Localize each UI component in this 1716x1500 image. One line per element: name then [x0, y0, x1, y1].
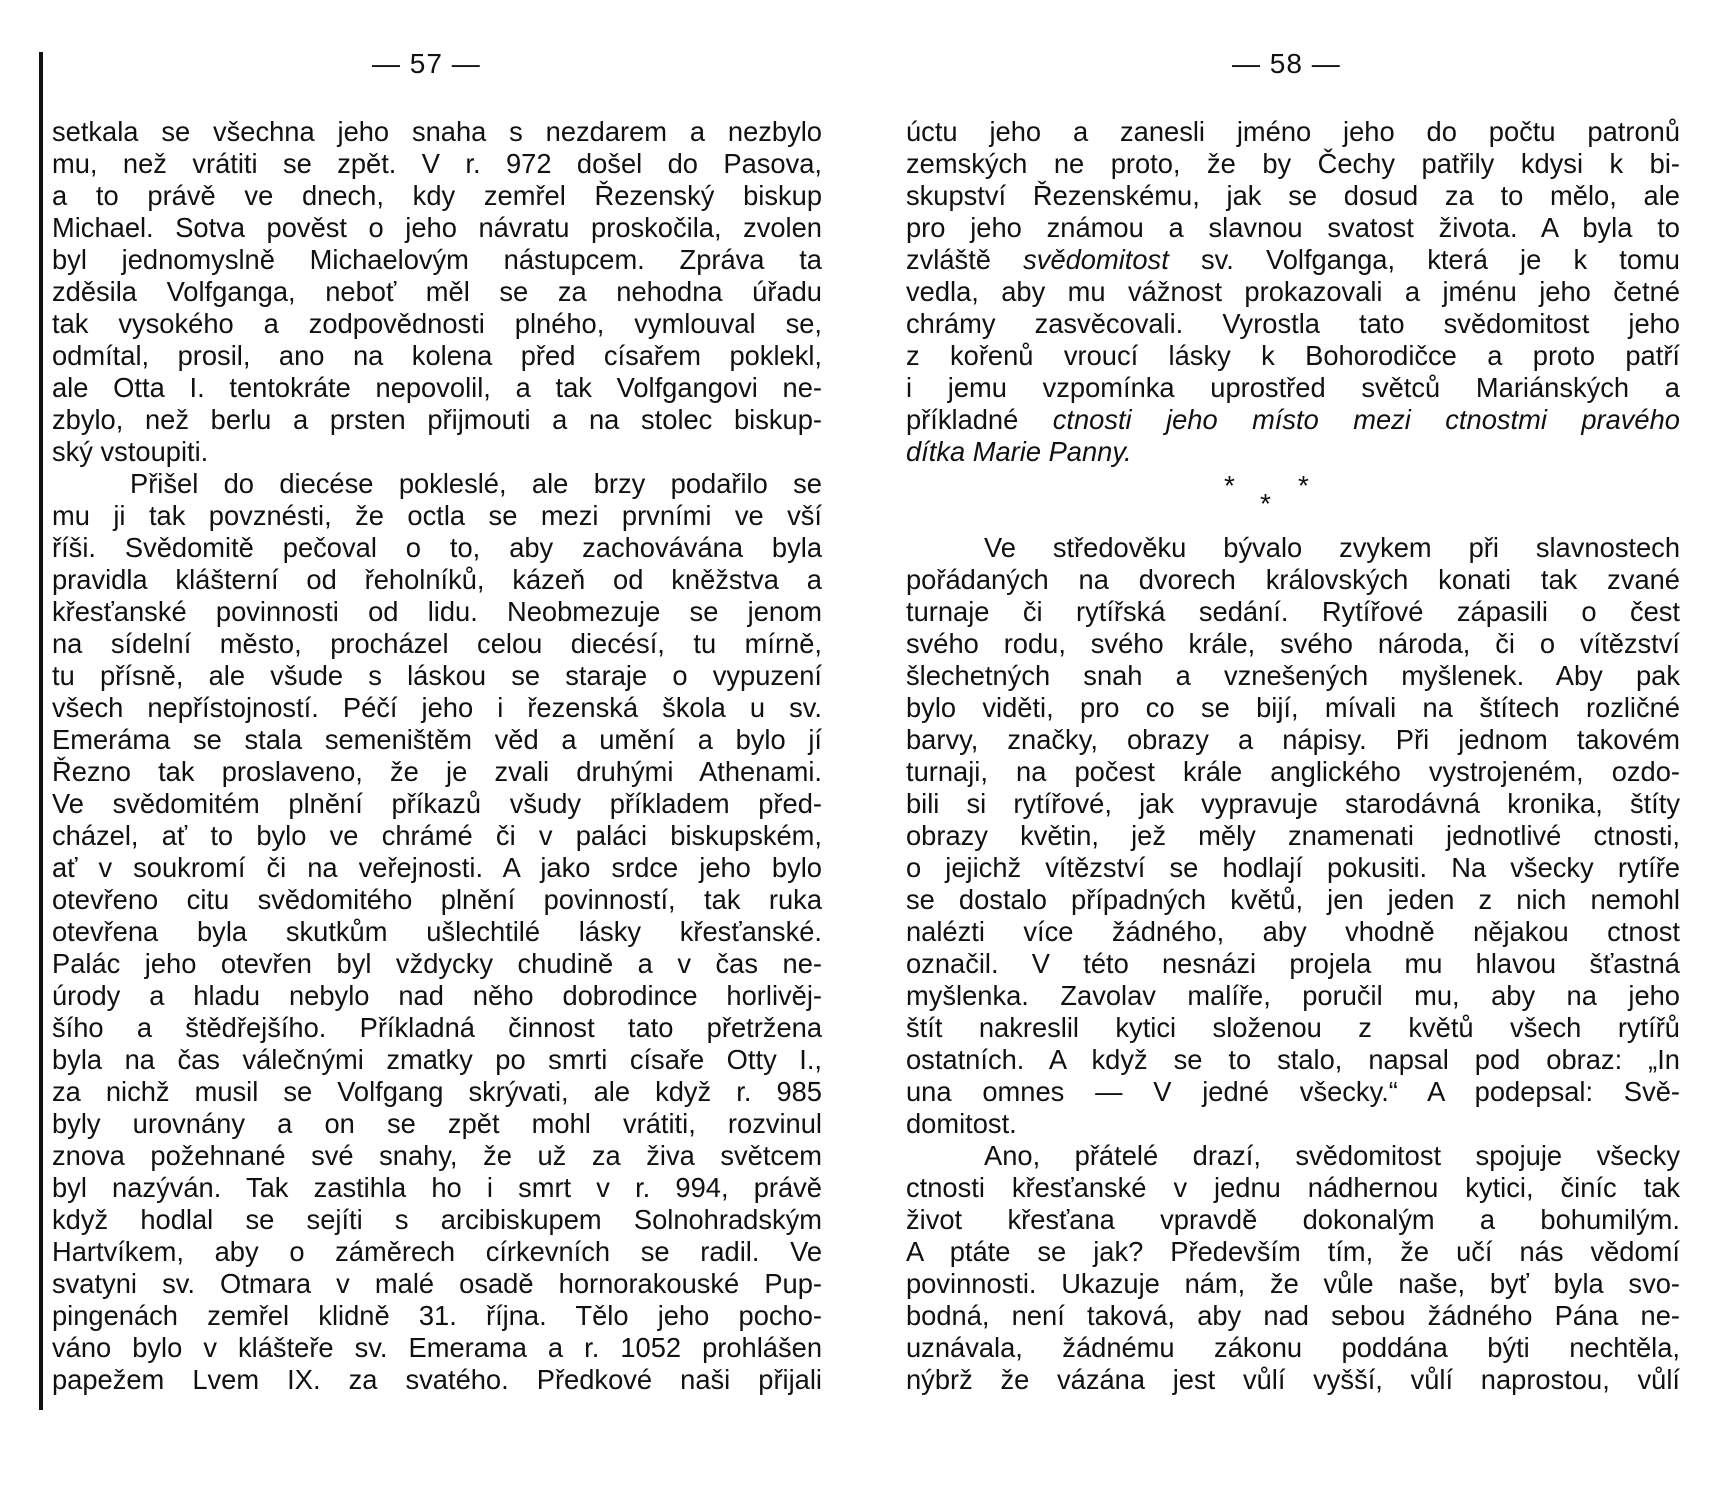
text-line: pingenách zemřel klidně 31. října. Tělo jeho pocho-	[52, 1300, 822, 1331]
text-line: tak vysokého a zodpovědnosti plného, vymlouval se,	[52, 308, 822, 339]
text-line: ostatních. A když se to stalo, napsal pod obraz: „In	[906, 1044, 1680, 1075]
text-line: šlechetných snah a vznešených myšlenek. Aby pak	[906, 660, 1680, 691]
text-line-paragraph-start: Přišel do diecése pokleslé, ale brzy podařilo se	[130, 468, 822, 499]
text-line: ctnosti křesťanské v jednu nádhernou kytici, činíc tak	[906, 1172, 1680, 1203]
text-line: o jejichž vítězství se hodlají pokusiti. Na všecky rytíře	[906, 852, 1680, 883]
text-line: bodná, není taková, aby nad sebou žádného Pána ne-	[906, 1300, 1680, 1331]
text-line-with-italic	[906, 244, 1680, 276]
italic-term-svedomitost: svědomitost	[1023, 244, 1169, 275]
text-line: chrámy zasvěcovali. Vyrostla tato svědomitost jeho	[906, 308, 1680, 339]
text-line: zbylo, než berlu a prsten přijmouti a na stolec biskup-	[52, 404, 822, 435]
page-number-left: — 57 —	[372, 48, 481, 79]
text-line: zděsila Volfganga, neboť měl se za nehodna úřadu	[52, 276, 822, 307]
text-line-paragraph-start: Ve středověku bývalo zvykem při slavnostech	[984, 532, 1680, 563]
text-line: otevřeno citu svědomitého plnění povinností, tak ruka	[52, 884, 822, 915]
left-page-text	[52, 116, 822, 1396]
text-line: ský vstoupiti.	[52, 436, 209, 467]
text-line: byla na čas válečnými zmatky po smrti císaře Otty I.,	[52, 1044, 822, 1075]
text-fragment: zvláště	[906, 244, 1024, 275]
text-line: setkala se všechna jeho snaha s nezdarem a nezbylo	[52, 116, 822, 147]
text-line: nalézti více žádného, aby vhodně nějakou ctnost	[906, 916, 1680, 947]
text-fragment: příkladné	[906, 404, 1053, 435]
text-line: úrody a hladu nebylo nad něho dobrodince horlivěj-	[52, 980, 822, 1011]
asterisk: *	[1260, 488, 1271, 519]
asterisk: *	[1298, 470, 1309, 501]
italic-phrase-end: dítka Marie Panny.	[906, 436, 1132, 467]
text-line: křesťanské povinnosti od lidu. Neobmezuje se jenom	[52, 596, 822, 627]
text-line-with-italic	[906, 404, 1680, 436]
text-line: bili si rytířové, jak vypravuje starodávná kronika, štíty	[906, 788, 1680, 819]
text-line: Ve svědomitém plnění příkazů všudy příkladem před-	[52, 788, 822, 819]
text-line: svého rodu, svého krále, svého národa, či o vítězství	[906, 628, 1680, 659]
text-line: pořádaných na dvorech královských konati tak zvané	[906, 564, 1680, 595]
text-line: život křesťana vpravdě dokonalým a bohumilým.	[906, 1204, 1680, 1235]
right-page-text	[906, 116, 1680, 1396]
text-line: pro jeho známou a slavnou svatost života. A byla to	[906, 212, 1680, 243]
text-line: Emeráma se stala semeništěm věd a umění a bylo jí	[52, 724, 822, 755]
text-line: mu ji tak povznésti, že octla se mezi prvními ve vší	[52, 500, 822, 531]
text-line: Řezno tak proslaveno, že je zvali druhými Athenami.	[52, 756, 822, 787]
italic-phrase: ctnosti jeho místo mezi ctnostmi pravého	[1052, 404, 1680, 435]
text-line: Palác jeho otevřen byl vždycky chudině a v čas ne-	[52, 948, 822, 979]
text-fragment: sv. Volfganga, která je k tomu	[1168, 244, 1680, 275]
text-line: ale Otta I. tentokráte nepovolil, a tak Volfgangovi ne-	[52, 372, 822, 403]
text-line: myšlenka. Zavolav malíře, poručil mu, aby na jeho	[906, 980, 1680, 1011]
text-line: byl jednomyslně Michaelovým nástupcem. Zpráva ta	[52, 244, 822, 275]
text-line: váno bylo v klášteře sv. Emerama a r. 1052 prohlášen	[52, 1332, 822, 1363]
text-line-paragraph-start: Ano, přátelé drazí, svědomitost spojuje všecky	[984, 1140, 1680, 1171]
asterism-divider	[906, 468, 1680, 532]
asterisk: *	[1224, 470, 1235, 501]
text-line: pravidla klášterní od řeholníků, kázeň od kněžstva a	[52, 564, 822, 595]
text-line: svatyni sv. Otmara v malé osadě hornorakouské Pup-	[52, 1268, 822, 1299]
text-line: na sídelní město, procházel celou diecésí, tu mírně,	[52, 628, 822, 659]
text-line: tu přísně, ale všude s láskou se staraje o vypuzení	[52, 660, 822, 691]
text-line: znova požehnané své snahy, že už za živa světcem	[52, 1140, 822, 1171]
text-line: cházel, ať to bylo ve chrámé či v paláci biskupském,	[52, 820, 822, 851]
text-line: Hartvíkem, aby o záměrech církevních se radil. Ve	[52, 1236, 822, 1267]
text-line: když hodlal se sejíti s arcibiskupem Solnohradským	[52, 1204, 822, 1235]
text-line: zemských ne proto, že by Čechy patřily kdysi k bi-	[906, 148, 1680, 179]
text-line: obrazy květin, jež měly znamenati jednotlivé ctnosti,	[906, 820, 1680, 851]
text-line: domitost.	[906, 1108, 1017, 1139]
text-line: ať v soukromí či na veřejnosti. A jako srdce jeho bylo	[52, 852, 822, 883]
text-line: turnaje či rytířská sedání. Rytířové zápasili o čest	[906, 596, 1680, 627]
text-line: povinnosti. Ukazuje nám, že vůle naše, byť byla svo-	[906, 1268, 1680, 1299]
text-line: označil. V této nesnázi projela mu hlavou šťastná	[906, 948, 1680, 979]
text-line-italic	[906, 436, 1680, 468]
text-line: skupství Řezenskému, jak se dosud za to mělo, ale	[906, 180, 1680, 211]
text-line: turnaji, na počest krále anglického vystrojeném, ozdo-	[906, 756, 1680, 787]
text-line: mu, než vrátiti se zpět. V r. 972 došel do Pasova,	[52, 148, 822, 179]
book-spine-edge	[39, 52, 43, 1410]
text-line: bylo viděti, pro co se bijí, mívali na štítech rozličné	[906, 692, 1680, 723]
text-line: papežem Lvem IX. za svatého. Předkové naši přijali	[52, 1364, 822, 1395]
text-line: i jemu vzpomínka uprostřed světců Mariánských a	[906, 372, 1680, 403]
text-line: štít nakreslil kytici složenou z květů všech rytířů	[906, 1012, 1680, 1043]
text-line: Michael. Sotva pověst o jeho návratu proskočila, zvolen	[52, 212, 822, 243]
text-line: nýbrž že vázána jest vůlí vyšší, vůlí naprostou, vůlí	[906, 1364, 1680, 1395]
page-number-right: — 58 —	[1232, 48, 1341, 79]
text-line: byl nazýván. Tak zastihla ho i smrt v r. 994, právě	[52, 1172, 822, 1203]
text-line: uznávala, žádnému zákonu poddána býti nechtěla,	[906, 1332, 1680, 1363]
text-line: una omnes — V jedné všecky.“ A podepsal: Svě-	[906, 1076, 1680, 1107]
text-line: říši. Svědomitě pečoval o to, aby zachovávána byla	[52, 532, 822, 563]
text-line: byly urovnány a on se zpět mohl vrátiti, rozvinul	[52, 1108, 822, 1139]
text-line: vedla, aby mu vážnost prokazovali a jménu jeho četné	[906, 276, 1680, 307]
text-line: všech nepřístojností. Péčí jeho i řezenská škola u sv.	[52, 692, 822, 723]
text-line: odmítal, prosil, ano na kolena před císařem poklekl,	[52, 340, 822, 371]
text-line: A ptáte se jak? Především tím, že učí nás vědomí	[906, 1236, 1680, 1267]
text-line: barvy, značky, obrazy a nápisy. Při jednom takovém	[906, 724, 1680, 755]
text-line: otevřena byla skutkům ušlechtilé lásky křesťanské.	[52, 916, 822, 947]
text-line: šího a štědřejšího. Příkladná činnost tato přetržena	[52, 1012, 822, 1043]
text-line: z kořenů vroucí lásky k Bohorodičce a proto patří	[906, 340, 1680, 371]
text-line: a to právě ve dnech, kdy zemřel Řezenský biskup	[52, 180, 822, 211]
text-line: úctu jeho a zanesli jméno jeho do počtu patronů	[906, 116, 1680, 147]
text-line: za nichž musil se Volfgang skrývati, ale když r. 985	[52, 1076, 822, 1107]
text-line: se dostalo případných květů, jen jeden z nich nemohl	[906, 884, 1680, 915]
